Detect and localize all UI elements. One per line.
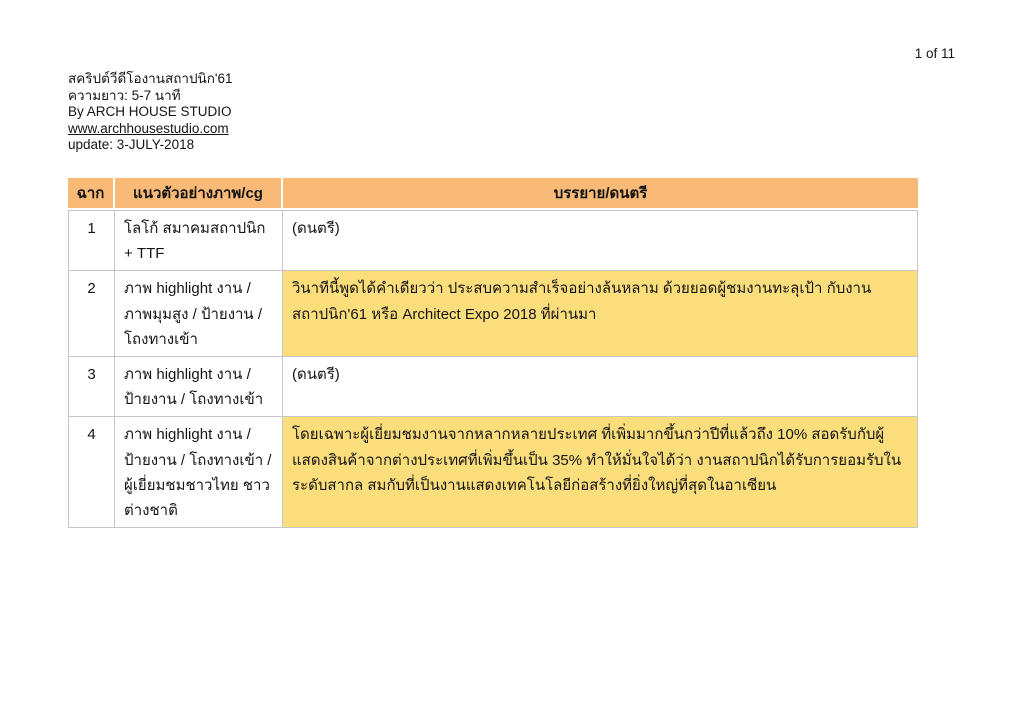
scene-number: 1 <box>68 210 115 271</box>
column-header-scene: ฉาก <box>68 178 115 210</box>
visual-description-cell: ภาพ highlight งาน / ป้ายงาน / โถงทางเข้า <box>115 357 283 417</box>
narration-cell: โดยเฉพาะผู้เยี่ยมชมงานจากหลากหลายประเทศ ที่เพิ่มมากขึ้นกว่าปีที่แล้วถึง 10% สอดรับกับผู้แสดงสินค้าจากต่างประเทศที่เพิ่มขึ้นเป็น 35% ทำให้มั่นใจได้ว่า งานสถาปนิกได้รับการยอมรับในระดับสากล สมกับที่เป็นงานแสดงเทคโนโลยีก่อสร้างที่ยิ่งใหญ่ที่สุดในอาเซียน <box>283 417 918 528</box>
scene-number: 4 <box>68 417 115 528</box>
doc-duration: ความยาว: 5-7 นาที <box>68 87 181 103</box>
doc-update-date: update: 3-JULY-2018 <box>68 137 195 153</box>
scene-number: 3 <box>68 357 115 417</box>
visual-description-cell: ภาพ highlight งาน / ป้ายงาน / โถงทางเข้า / ผู้เยี่ยมชมชาวไทย ชาวต่างชาติ <box>115 417 283 528</box>
column-header-visual: แนวตัวอย่างภาพ/cg <box>115 178 283 210</box>
doc-byline: By ARCH HOUSE STUDIO <box>68 104 232 120</box>
table-row <box>68 210 918 271</box>
table-row <box>68 357 918 417</box>
table-row <box>68 417 918 528</box>
scene-number: 2 <box>68 271 115 357</box>
script-table <box>68 178 918 528</box>
narration-cell: (ดนตรี) <box>283 357 918 417</box>
narration-cell: วินาทีนี้พูดได้คำเดียวว่า ประสบความสำเร็จอย่างล้นหลาม ด้วยยอดผู้ชมงานทะลุเป้า กับงานสถาปนิก'61 หรือ Architect Expo 2018 ที่ผ่านมา <box>283 271 918 357</box>
visual-description-cell: โลโก้ สมาคมสถาปนิก + TTF <box>115 210 283 271</box>
table-header-row <box>68 178 918 210</box>
doc-header <box>68 71 233 154</box>
page-number: 1 of 11 <box>914 46 955 61</box>
doc-title: สคริปต์วีดีโองานสถาปนิก'61 <box>68 71 233 86</box>
visual-description-cell: ภาพ highlight งาน / ภาพมุมสูง / ป้ายงาน / โถงทางเข้า <box>115 271 283 357</box>
column-header-narration: บรรยาย/ดนตรี <box>283 178 918 210</box>
website-link[interactable]: www.archhousestudio.com <box>68 120 229 136</box>
table-row <box>68 271 918 357</box>
narration-cell: (ดนตรี) <box>283 210 918 271</box>
